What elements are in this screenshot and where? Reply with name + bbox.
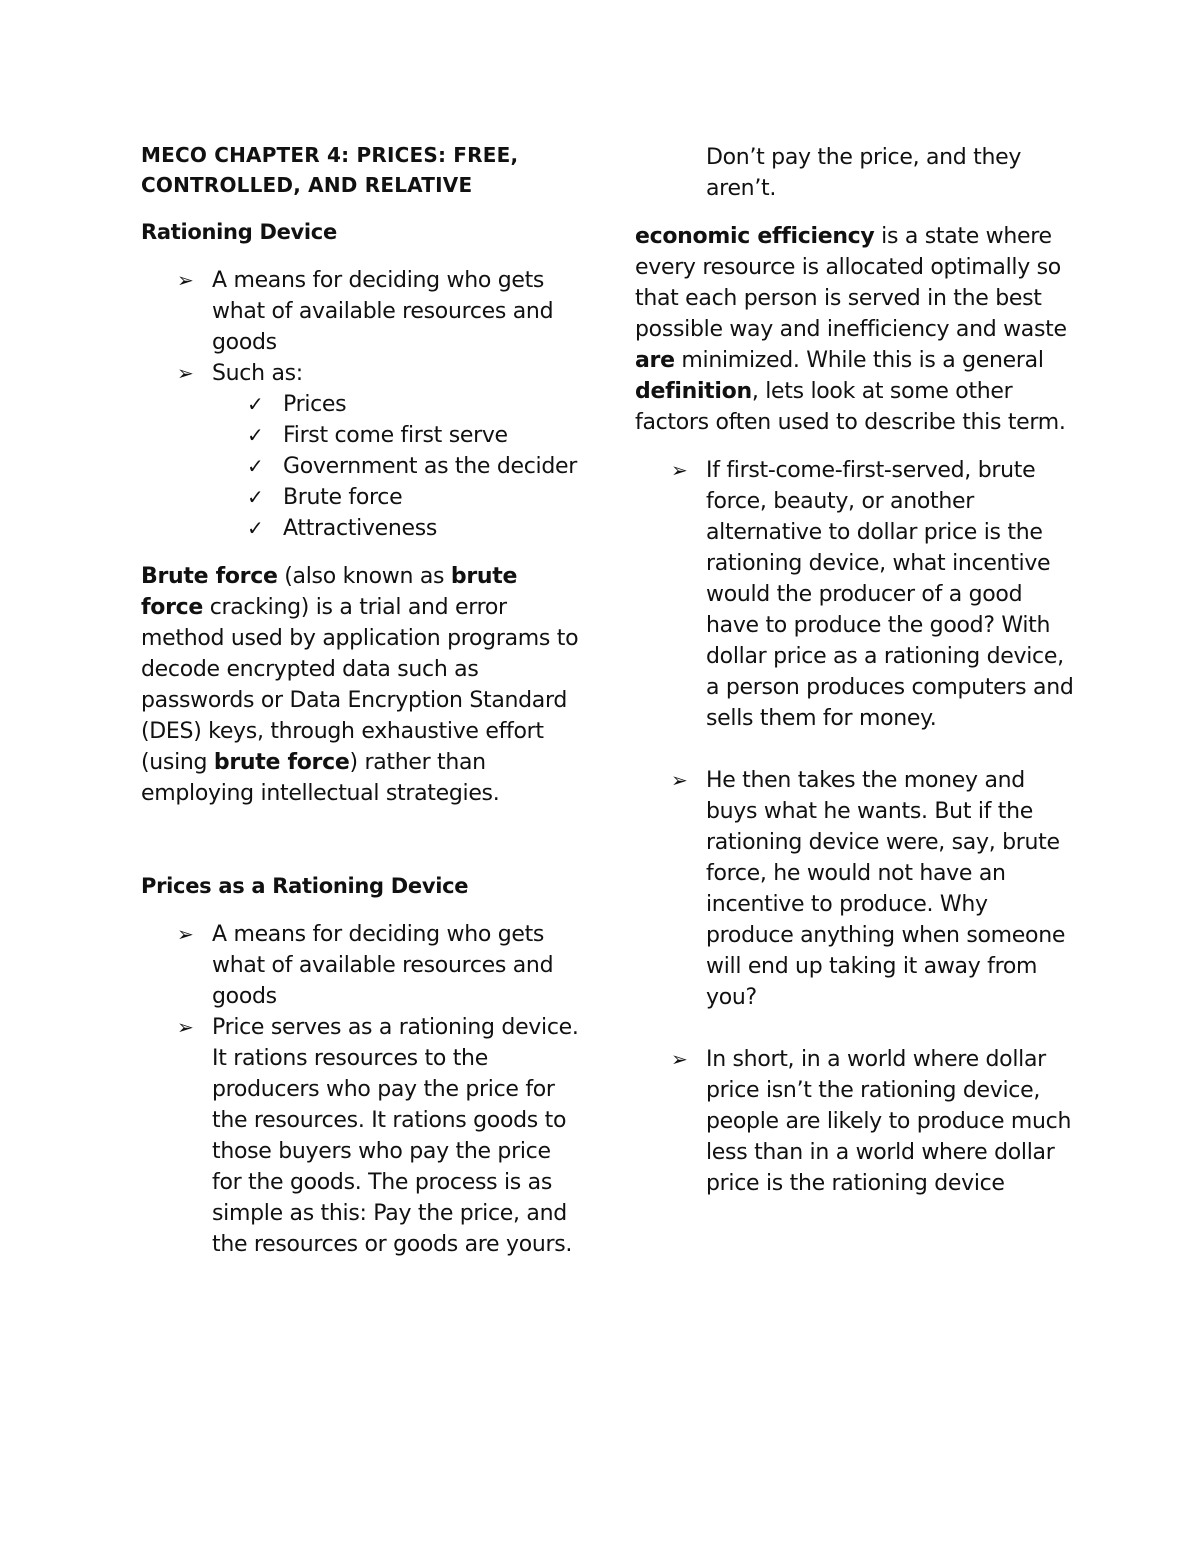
term-brute-force: brute force — [213, 750, 350, 775]
text-run: cracking) is a trial and error method used by application programs to decode encrypted data such as passwords or Data Encryption Standard (DES) keys, through exhaustive effort (using — [141, 595, 579, 775]
efficiency-list — [635, 455, 1075, 1199]
prices-list — [141, 919, 581, 1260]
spacer — [635, 734, 1075, 765]
list-item-text: Such as: — [212, 361, 303, 386]
title-line-1: MECO CHAPTER 4: PRICES: FREE, — [141, 143, 519, 167]
list-item-text: A means for deciding who gets what of available resources and goods — [212, 268, 554, 355]
continued-text: Don’t pay the price, and they aren’t. — [706, 145, 1022, 201]
check-bullet-icon: ✓ — [247, 485, 264, 509]
check-item-text: Prices — [283, 392, 347, 417]
prices-heading: Prices as a Rationing Device — [141, 874, 469, 898]
list-item — [635, 765, 1075, 1013]
term-economic-efficiency: economic efficiency — [635, 224, 875, 249]
text-run: is a state where every resource is allocated optimally so that each person is served in the best possible way and inefficiency and waste — [635, 224, 1067, 342]
arrow-bullet-icon: ➢ — [671, 768, 688, 792]
arrow-bullet-icon: ➢ — [177, 361, 194, 385]
check-item-text: Brute force — [283, 485, 403, 510]
list-item — [141, 358, 581, 389]
list-item-text: Price serves as a rationing device. It rations resources to the producers who pay the price for the resources. It rations goods to those buyers who pay the price for the goods. The process is as simple as this: Pay the price, and the resources or goods are yours. — [212, 1015, 579, 1257]
list-item — [635, 455, 1075, 734]
bold-run: definition — [635, 379, 752, 404]
title-line-2: CONTROLLED, AND RELATIVE — [141, 173, 473, 197]
efficiency-definition — [635, 221, 1075, 438]
check-item — [141, 420, 581, 451]
check-bullet-icon: ✓ — [247, 516, 264, 540]
arrow-bullet-icon: ➢ — [177, 268, 194, 292]
text-run: , lets look at some other factors often used to describe this term. — [635, 379, 1066, 435]
check-bullet-icon: ✓ — [247, 423, 264, 447]
text-run: (also known as — [277, 564, 451, 589]
check-item — [141, 513, 581, 544]
arrow-bullet-icon: ➢ — [177, 922, 194, 946]
list-item-text: If first-come-first-served, brute force, beauty, or another alternative to dollar price is the rationing device, what incentive would the producer of a good have to produce the good? With dollar price as a rationing device, a person produces computers and sells them for money. — [706, 458, 1074, 731]
list-item-text: In short, in a world where dollar price isn’t the rationing device, people are likely to produce much less than in a world where dollar price is the rationing device — [706, 1047, 1072, 1196]
check-item-text: First come first serve — [283, 423, 508, 448]
list-item-text: He then takes the money and buys what he wants. But if the rationing device were, say, brute force, he would not have an incentive to produce. Why produce anything when someone will end up taking it away from you? — [706, 768, 1066, 1010]
right-column — [635, 140, 1075, 1199]
rationing-heading: Rationing Device — [141, 220, 337, 244]
list-item — [141, 265, 581, 358]
arrow-bullet-icon: ➢ — [671, 458, 688, 482]
arrow-bullet-icon: ➢ — [671, 1047, 688, 1071]
list-item — [635, 1044, 1075, 1199]
spacer — [635, 1013, 1075, 1044]
left-column — [141, 140, 581, 1260]
check-item — [141, 389, 581, 420]
bold-run: are — [635, 348, 675, 373]
list-item — [141, 919, 581, 1012]
check-item — [141, 482, 581, 513]
check-bullet-icon: ✓ — [247, 392, 264, 416]
list-item-text: A means for deciding who gets what of available resources and goods — [212, 922, 554, 1009]
list-item — [141, 1012, 581, 1260]
check-item-text: Attractiveness — [283, 516, 438, 541]
document-title — [141, 140, 581, 200]
arrow-bullet-icon: ➢ — [177, 1015, 194, 1039]
brute-force-definition — [141, 561, 581, 809]
check-item — [141, 451, 581, 482]
check-bullet-icon: ✓ — [247, 454, 264, 478]
term-brute-force: Brute force — [141, 564, 278, 589]
check-item-text: Government as the decider — [283, 454, 577, 479]
rationing-list — [141, 265, 581, 544]
term-brute-force: brute force — [141, 564, 518, 620]
text-run: ) rather than employing intellectual strategies. — [141, 750, 500, 806]
text-run: minimized. While this is a general — [674, 348, 1044, 373]
